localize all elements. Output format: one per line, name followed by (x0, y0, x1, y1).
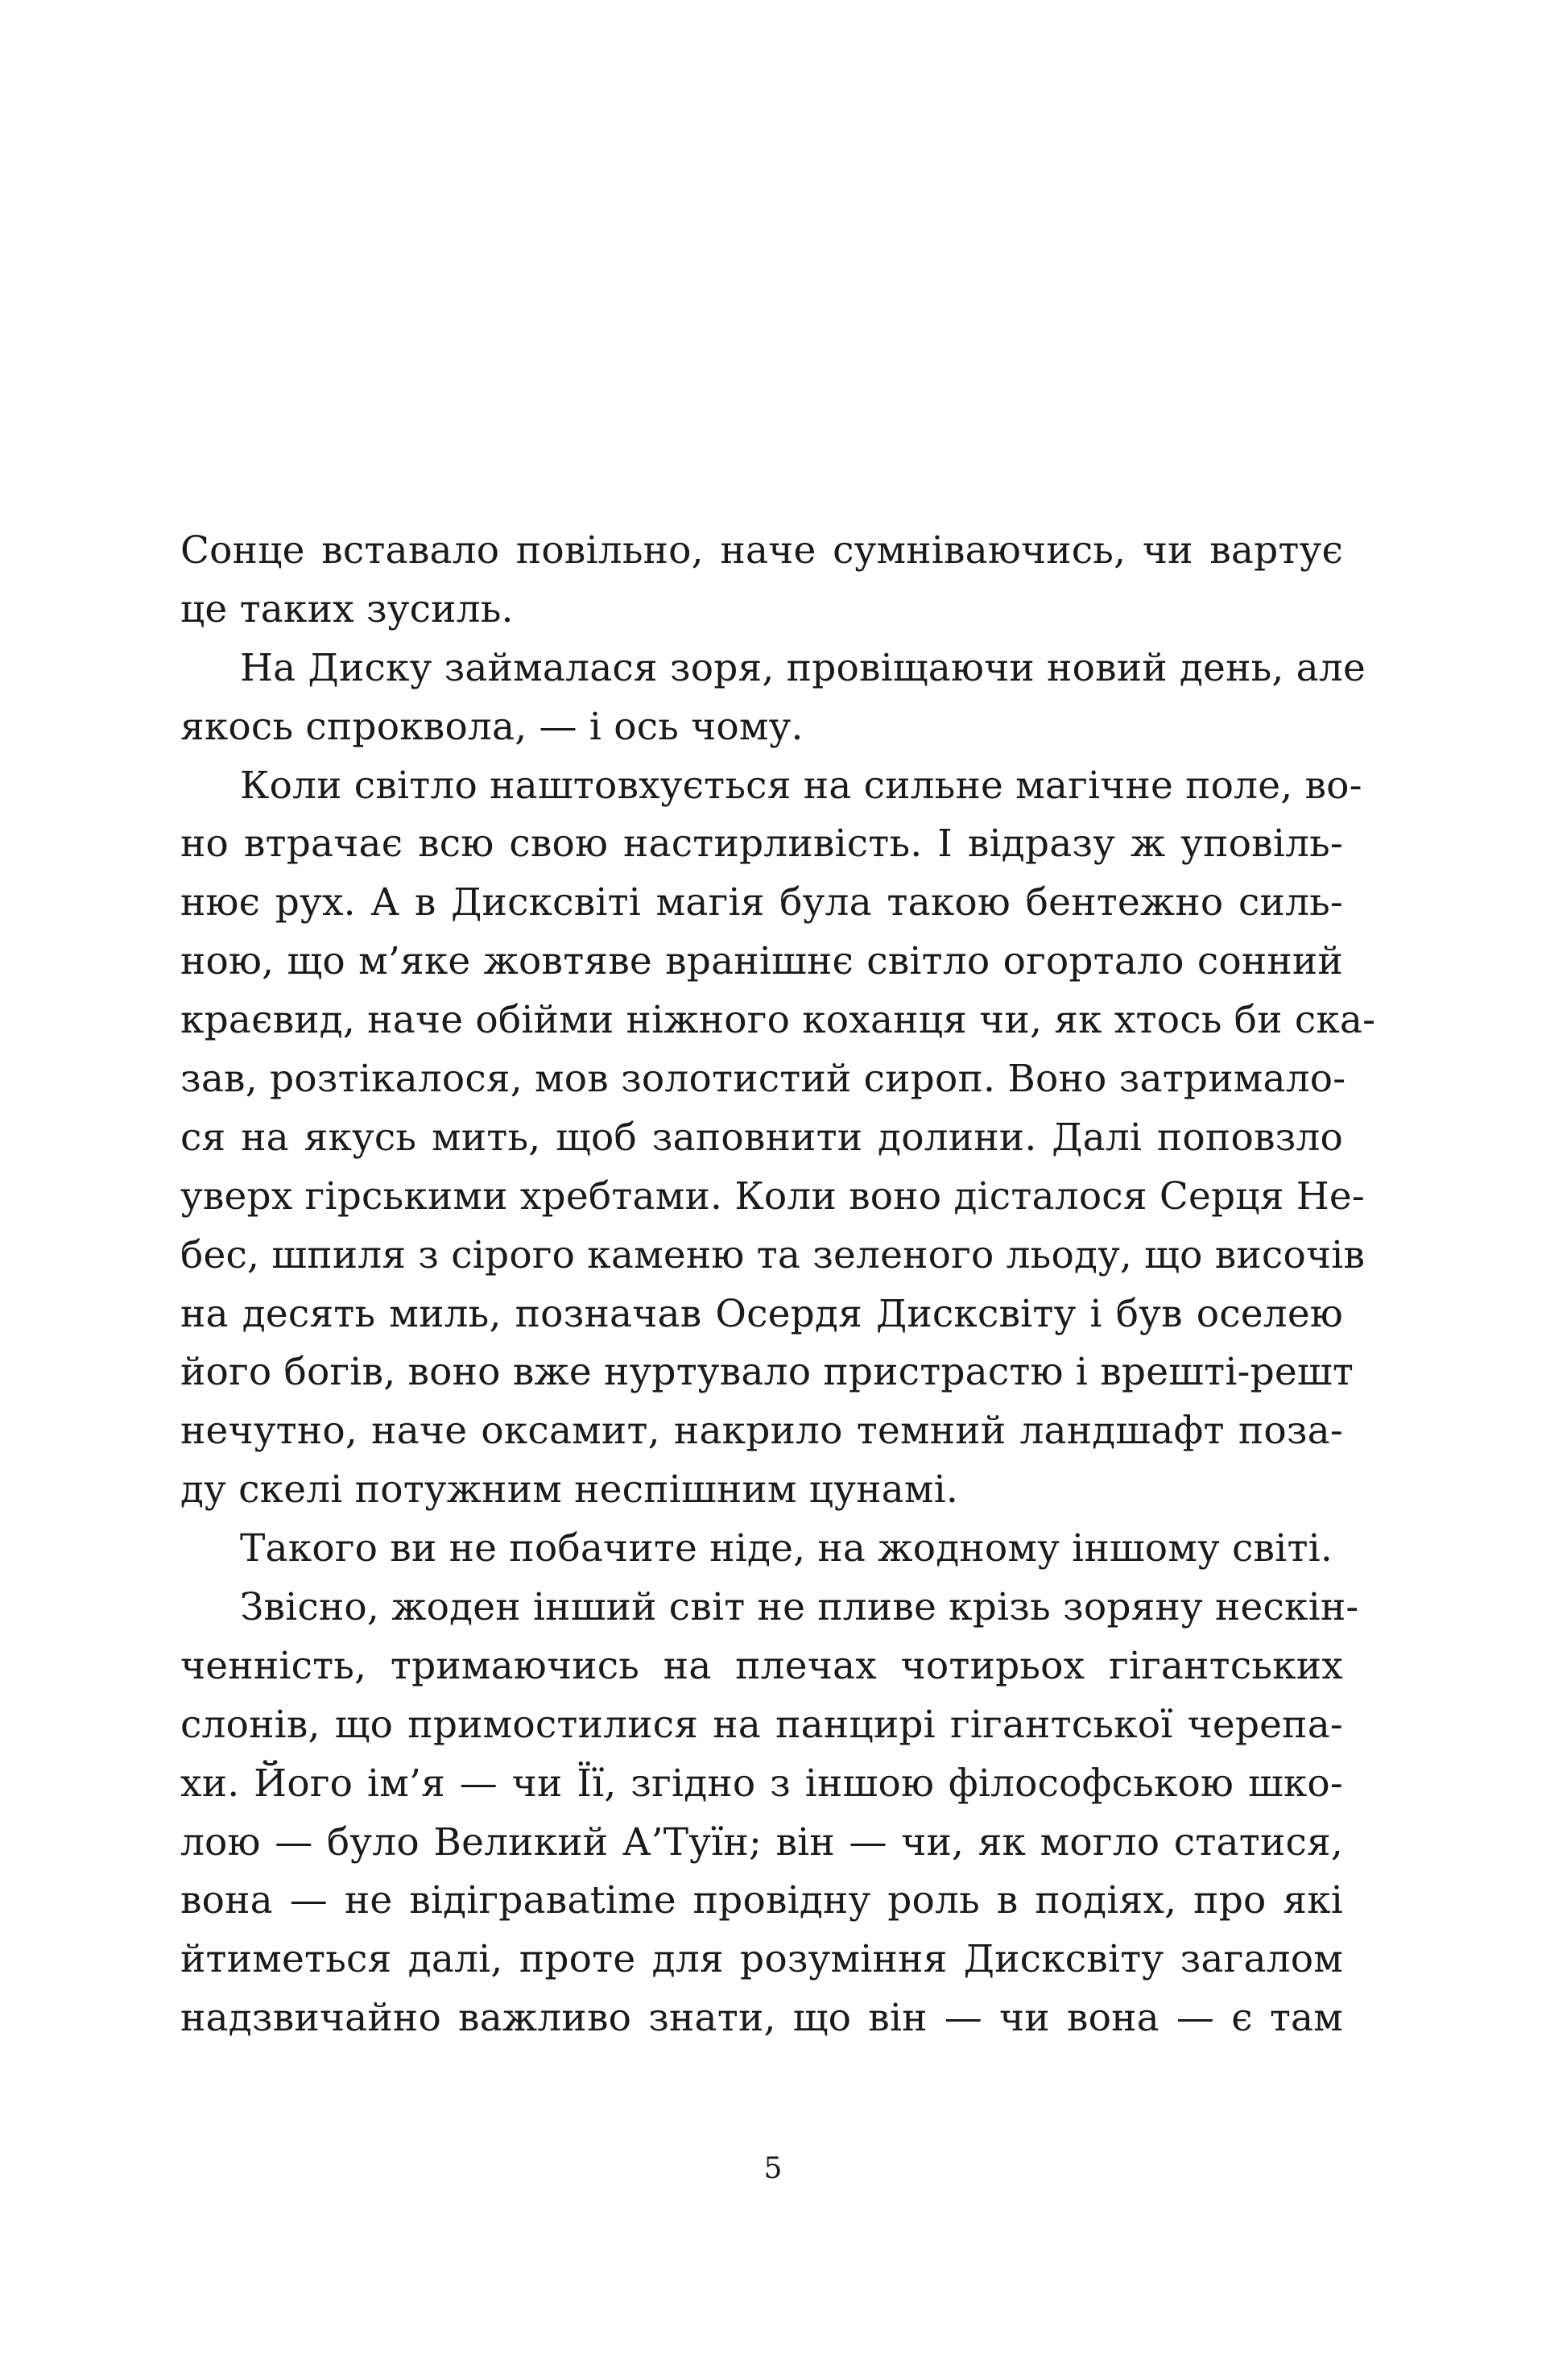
text-line: надзвичайно важливо знати, що він — чи вона — є там (180, 1996, 1343, 2041)
text-line: ду скелі потужним неспішним цунамі. (180, 1467, 958, 1513)
text-line: ся на якусь мить, щоб заповнити долини. Далі поповзло (180, 1115, 1343, 1160)
text-line: нює рух. А в Дисксвіті магія була такою бентежно силь- (180, 880, 1343, 925)
text-line: на десять миль, позначав Осердя Дисксвіту і був оселею (180, 1291, 1343, 1336)
text-line: слонів, що примостилися на панцирі гігантської черепа- (180, 1702, 1343, 1747)
text-line: хи. Його ім’я — чи Її, згідно з іншою філософською шко- (180, 1761, 1343, 1806)
text-line: зав, розтікалося, мов золотистий сироп. Воно затримало- (180, 1057, 1346, 1102)
text-line: Сонце вставало повільно, наче сумніваючись, чи вартує (180, 528, 1343, 573)
text-line: це таких зусиль. (180, 586, 514, 631)
body-text (180, 522, 1376, 2048)
page-number: 5 (763, 2152, 783, 2185)
text-line: но втрачає всю свою настирливість. І відразу ж уповіль- (180, 822, 1343, 867)
text-line: Звісно, жоден інший світ не пливе крізь зоряну нескін- (240, 1585, 1359, 1630)
text-line: лою — було Великий А’Туїн; він — чи, як могло статися, (180, 1819, 1343, 1865)
text-line: його богів, воно вже нуртувало пристрастю і врешті-решт (180, 1350, 1354, 1395)
text-line: бес, шпиля з сірого каменю та зеленого льоду, що височів (180, 1232, 1366, 1277)
text-line: Такого ви не побачите ніде, на жодному іншому світі. (240, 1526, 1333, 1571)
text-line: ною, що м’яке жовтяве вранішнє світло огортало сонний (180, 939, 1343, 984)
text-line: йтиметься далі, проте для розуміння Дисксвіту загалом (180, 1937, 1343, 1982)
text-line: нечутно, наче оксамит, накрило темний ландшафт поза- (180, 1409, 1343, 1454)
text-line: уверх гірськими хребтами. Коли воно дісталося Серця Не- (180, 1173, 1365, 1219)
text-line: Коли світло наштовхується на сильне магічне поле, во- (240, 763, 1362, 808)
text-line: якось спроквола, — і ось чому. (180, 704, 804, 749)
text-line: краєвид, наче обійми ніжного коханця чи, як хтось би ска- (180, 998, 1376, 1043)
text-line: вона — не відігравatime провідну роль в подіях, про які (180, 1878, 1343, 1923)
text-line: ченність, тримаючись на плечах чотирьох гігантських (180, 1643, 1343, 1688)
text-line: На Диску займалася зоря, провіщаючи новий день, але (240, 645, 1366, 690)
